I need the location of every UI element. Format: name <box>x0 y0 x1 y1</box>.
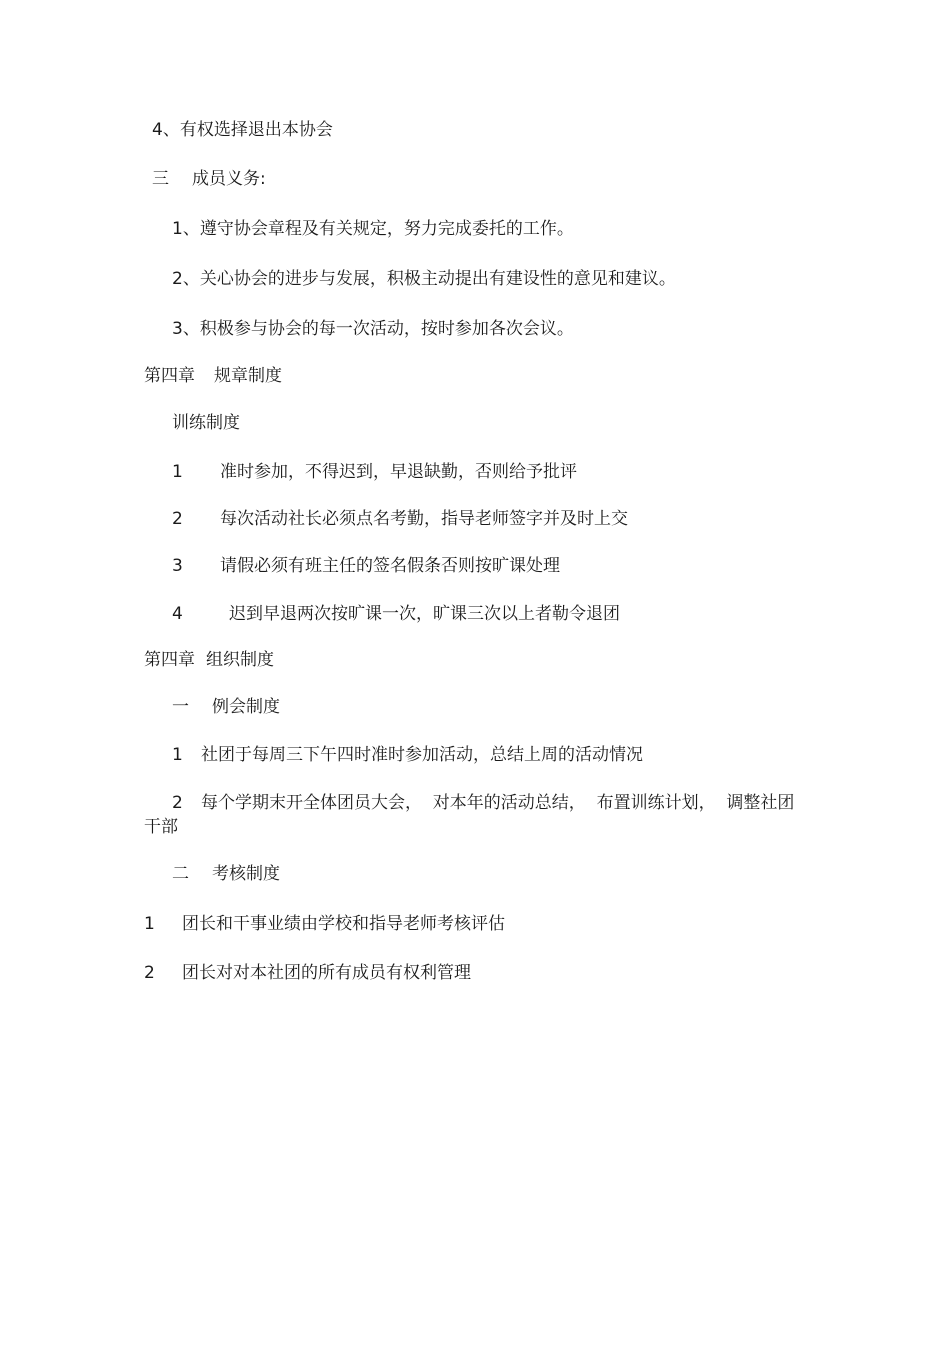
item-text: 迟到早退两次按旷课一次，旷课三次以上者勒令退团 <box>229 604 620 624</box>
duty-item-3 <box>172 317 574 341</box>
item-number: 1 <box>172 219 183 239</box>
item-number: 3 <box>172 556 183 576</box>
item-text: 准时参加，不得迟到，早退缺勤，否则给予批评 <box>220 462 577 482</box>
item-text: 每个学期末开全体团员大会， 对本年的活动总结， 布置训练计划， 调整社团干部 <box>144 793 795 837</box>
item-text: 每次活动社长必须点名考勤，指导老师签字并及时上交 <box>220 509 628 529</box>
section-title: 考核制度 <box>212 864 280 884</box>
chapter-number: 第四章 <box>144 650 195 670</box>
duty-item-1 <box>172 217 574 241</box>
rights-item-4 <box>152 118 333 142</box>
subheading-training-rules <box>172 411 240 435</box>
meeting-rule-2 <box>144 791 804 839</box>
item-text: 团长对对本社团的所有成员有权利管理 <box>182 963 471 983</box>
item-number: 2 <box>172 793 183 813</box>
chapter-number: 第四章 <box>144 366 195 386</box>
section-number: 二 <box>172 864 189 884</box>
item-text: 、积极参与协会的每一次活动，按时参加各次会议。 <box>182 319 574 339</box>
item-number: 4 <box>172 604 183 624</box>
section-number: 三 <box>152 169 169 189</box>
training-rule-3 <box>172 554 560 578</box>
item-number: 1 <box>144 914 155 934</box>
subheading-assessment <box>172 862 280 886</box>
chapter-heading-organization <box>144 648 274 672</box>
item-number: 3 <box>172 319 183 339</box>
meeting-rule-1 <box>172 743 643 767</box>
assessment-rule-2 <box>144 961 471 985</box>
item-number: 2 <box>144 963 155 983</box>
section-title: 成员义务: <box>192 169 266 189</box>
item-number: 4 <box>152 120 163 140</box>
item-text: 、有权选择退出本协会 <box>162 120 333 140</box>
item-text: 请假必须有班主任的签名假条否则按旷课处理 <box>220 556 560 576</box>
item-number: 2 <box>172 269 183 289</box>
chapter-title: 规章制度 <box>214 366 282 386</box>
duty-item-2 <box>172 267 676 291</box>
item-text: 团长和干事业绩由学校和指导老师考核评估 <box>182 914 505 934</box>
item-text: 、关心协会的进步与发展，积极主动提出有建设性的意见和建议。 <box>182 269 676 289</box>
subheading-regular-meetings <box>172 695 280 719</box>
training-rule-1 <box>172 460 577 484</box>
assessment-rule-1 <box>144 912 505 936</box>
item-text: 、遵守协会章程及有关规定，努力完成委托的工作。 <box>182 219 574 239</box>
training-rule-4 <box>172 602 620 626</box>
subheading-text: 训练制度 <box>172 413 240 433</box>
chapter-title: 组织制度 <box>206 650 274 670</box>
item-number: 2 <box>172 509 183 529</box>
item-number: 1 <box>172 462 183 482</box>
section-number: 一 <box>172 697 189 717</box>
section-heading-member-duties <box>152 167 266 191</box>
chapter-heading-rules <box>144 364 282 388</box>
item-number: 1 <box>172 745 183 765</box>
item-text: 社团于每周三下午四时准时参加活动，总结上周的活动情况 <box>201 745 643 765</box>
section-title: 例会制度 <box>212 697 280 717</box>
training-rule-2 <box>172 507 628 531</box>
